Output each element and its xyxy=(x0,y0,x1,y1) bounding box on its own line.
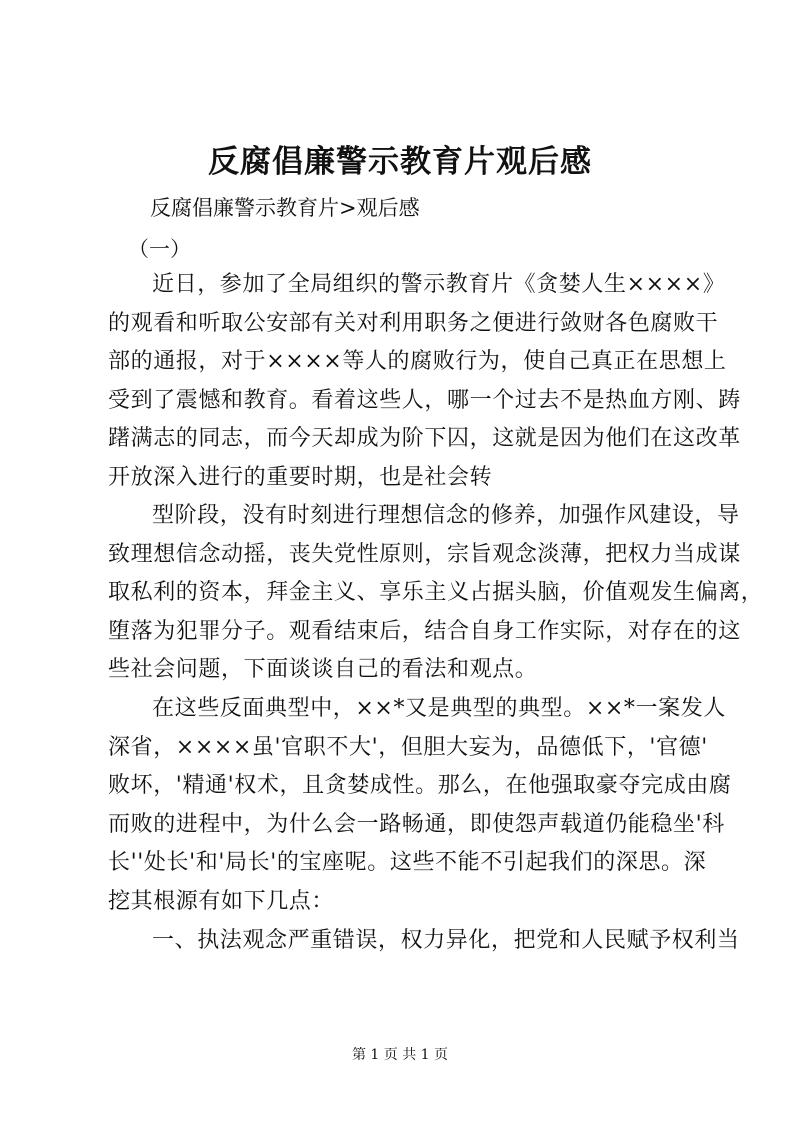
paragraph-line: 败坏，'精通'权术，且贪婪成性。那么，在他强取豪夺完成由腐 xyxy=(108,773,732,799)
section-label: （一） xyxy=(128,237,191,261)
paragraph-line: 长''处长'和'局长'的宝座呢。这些不能不引起我们的深思。深 xyxy=(108,850,707,876)
paragraph-line: 受到了震憾和教育。看着这些人，哪一个过去不是热血方刚、踌 xyxy=(108,387,741,413)
paragraph-line: 在这些反面典型中，××*又是典型的典型。××*一案发人 xyxy=(152,696,726,721)
paragraph-4 xyxy=(108,922,740,961)
paragraph-line: 躇满志的同志，而今天却成为阶下囚，这就是因为他们在这改革 xyxy=(108,426,741,452)
paragraph-line: 取私利的资本，拜金主义、享乐主义占据头脑，价值观发生偏离， xyxy=(108,580,764,606)
document-title: 反腐倡廉警示教育片观后感 xyxy=(208,144,592,180)
paragraph-line: 而败的进程中，为什么会一路畅通，即使怨声载道仍能稳坐'科 xyxy=(108,811,725,837)
paragraph-line: 部的通报，对于××××等人的腐败行为，使自己真正在思想上 xyxy=(108,349,727,375)
paragraph-line: 堕落为犯罪分子。观看结束后，结合自身工作实际，对存在的这 xyxy=(108,618,741,644)
paragraph-line: 的观看和听取公安部有关对利用职务之便进行敛财各色腐败干 xyxy=(108,310,719,336)
paragraph-line: 深省，××××虽'官职不大'，但胆大妄为，品德低下，'官德' xyxy=(108,734,708,760)
paragraph-line: 开放深入进行的重要时期，也是社会转 xyxy=(108,464,493,490)
paragraph-line: 近日，参加了全局组织的警示教育片《贪婪人生××××》 xyxy=(152,272,726,297)
paragraph-line: 致理想信念动摇，丧失党性原则，宗旨观念淡薄，把权力当成谋 xyxy=(108,541,741,567)
paragraph-3 xyxy=(108,690,732,922)
paragraph-1 xyxy=(108,266,741,498)
paragraph-line: 一、执法观念严重错误，权力异化，把党和人民赋予权利当 xyxy=(152,928,740,953)
paragraph-line: 型阶段，没有时刻进行理想信念的修养，加强作风建设，导 xyxy=(152,503,740,528)
paragraph-line: 挖其根源有如下几点： xyxy=(108,888,335,914)
page-footer: 第 1 页 共 1 页 xyxy=(351,1047,449,1063)
document-subtitle: 反腐倡廉警示教育片>观后感 xyxy=(150,196,420,220)
paragraph-line: 些社会问题，下面谈谈自己的看法和观点。 xyxy=(108,657,538,683)
paragraph-2 xyxy=(108,497,764,690)
